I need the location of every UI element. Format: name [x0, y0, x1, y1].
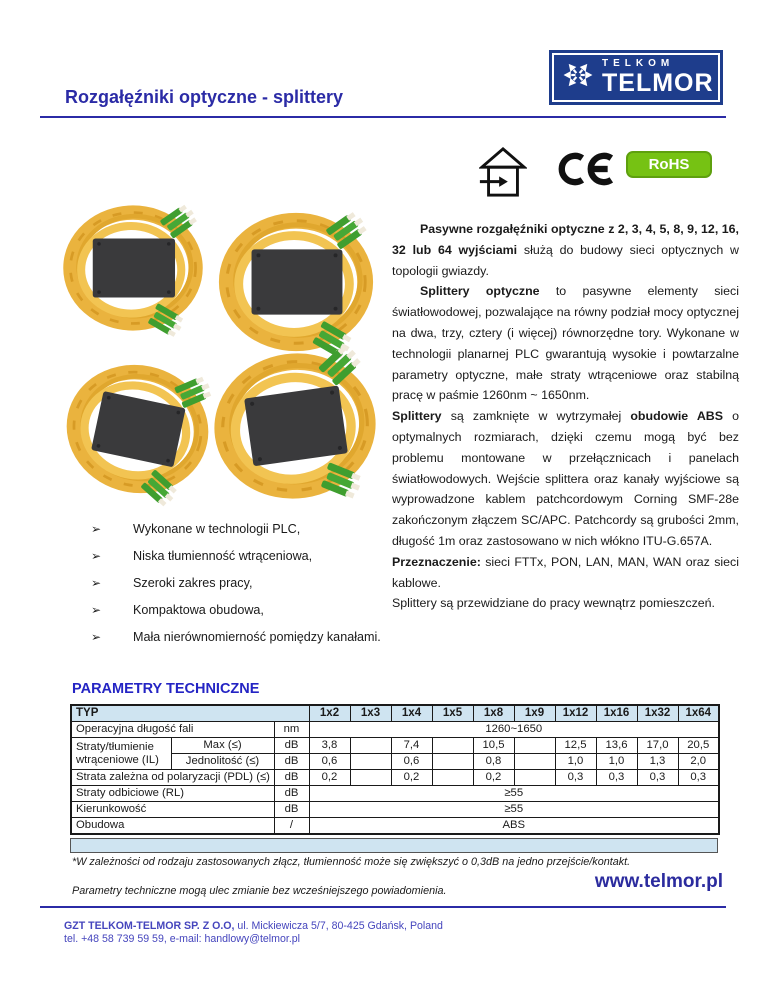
table-footer-strip	[70, 838, 718, 853]
arrow-bullet-icon: ➢	[91, 576, 102, 590]
telkom-telmor-logo	[549, 50, 723, 105]
row-label: Straty odbiciowe (RL)	[71, 786, 274, 802]
indoor-use-house-icon	[479, 146, 527, 203]
logo-telkom-label: TELKOM	[602, 58, 675, 69]
row-unit: dB	[274, 786, 309, 802]
cell-value: 20,5	[678, 738, 719, 754]
intro-p4-bold: Przeznaczenie:	[392, 554, 481, 569]
feature-label: Szeroki zakres pracy,	[133, 576, 253, 590]
footnote-disclaimer: Parametry techniczne mogą ulec zmianie bez wcześniejszego powiadomienia.	[72, 885, 447, 897]
cell-value: 0,6	[391, 754, 432, 770]
arrow-bullet-icon: ➢	[91, 549, 102, 563]
table-row-wavelength	[71, 722, 719, 738]
cell-value: ABS	[309, 818, 719, 835]
feature-list	[91, 522, 391, 657]
ce-mark-icon	[556, 151, 614, 192]
intro-paragraph-5: Splittery są przewidziane do pracy wewnątrz pomieszczeń.	[392, 596, 715, 611]
column-header: 1x4	[391, 705, 432, 722]
cell-value: 1,3	[637, 754, 678, 770]
intro-p1-rest: służą do budowy sieci optycznych w topologii gwiazdy.	[392, 242, 739, 278]
row-sublabel: Max (≤)	[171, 738, 274, 754]
product-photo-splitter-1x4	[57, 192, 209, 344]
cell-value	[432, 770, 473, 786]
footer-company-name: GZT TELKOM-TELMOR SP. Z O.O,	[64, 920, 235, 932]
list-item	[91, 522, 391, 549]
cell-value: 0,2	[309, 770, 350, 786]
product-photo-splitter-1x16	[60, 350, 215, 508]
cell-value: 0,3	[678, 770, 719, 786]
row-unit: dB	[274, 770, 309, 786]
feature-label: Mała nierównomierność pomiędzy kanałami.	[133, 630, 381, 644]
column-header: 1x2	[309, 705, 350, 722]
row-label: Straty/tłumienie wtrąceniowe (IL)	[71, 738, 171, 770]
product-photo-splitter-1x32	[206, 338, 384, 514]
list-item	[91, 603, 391, 630]
intro-p3-mid: są zamknięte w wytrzymałej	[441, 409, 631, 424]
cell-value: ≥55	[309, 786, 719, 802]
row-label: Strata zależna od polaryzacji (PDL) (≤)	[71, 770, 274, 786]
cell-value: 0,3	[555, 770, 596, 786]
intro-p3-bold2: obudowie ABS	[630, 409, 723, 424]
intro-p3-rest: o optymalnych rozmiarach, dzięki czemu mogą być bez problemu montowane w przełącznicach i panelach światłowodowych. Wejście splittera oraz kanały wyjściowe są wyprowadzone kablem patchcordowym Corning SMF-28e zakończonym złączem SC/APC. Patchcordy są grubości 2mm, długość 1m oraz zastosowano w nich włókno ITU-G.657A.	[392, 409, 740, 548]
column-header: 1x16	[596, 705, 637, 722]
cell-value: 1,0	[596, 754, 637, 770]
header-divider	[40, 116, 726, 118]
intro-p1-bold: Pasywne rozgałęźniki optyczne z 2, 3, 4, 5, 8, 9, 12, 16, 32 lub 64 wyjściami	[392, 222, 739, 257]
cell-value: 1,0	[555, 754, 596, 770]
cell-value	[432, 754, 473, 770]
table-row-il-max	[71, 738, 719, 754]
list-item	[91, 630, 391, 657]
parameters-table	[70, 704, 720, 835]
column-header: TYP	[71, 705, 309, 722]
table-row-rl	[71, 786, 719, 802]
feature-label: Wykonane w technologii PLC,	[133, 522, 301, 536]
logo-telmor-label: TELMOR	[602, 69, 714, 97]
cell-value: 10,5	[473, 738, 514, 754]
intro-paragraph-3	[392, 406, 739, 552]
intro-p2-bold: Splittery optyczne	[420, 284, 540, 299]
list-item	[91, 576, 391, 603]
table-row-housing	[71, 818, 719, 835]
list-item	[91, 549, 391, 576]
footer-contact-block	[64, 920, 443, 946]
row-label: Kierunkowość	[71, 802, 274, 818]
cell-value	[514, 738, 555, 754]
table-row-pdl	[71, 770, 719, 786]
feature-label: Kompaktowa obudowa,	[133, 603, 264, 617]
intro-paragraph-4	[392, 552, 739, 594]
footer-contact-line: tel. +48 58 739 59 59, e-mail: handlowy@telmor.pl	[64, 933, 301, 945]
table-header-row	[71, 705, 719, 722]
footer-address: ul. Mickiewicza 5/7, 80-425 Gdańsk, Poland	[234, 920, 443, 932]
section-title-parameters: PARAMETRY TECHNICZNE	[72, 681, 260, 697]
page-title: Rozgałęźniki optyczne - splittery	[65, 87, 344, 107]
column-header: 1x3	[350, 705, 391, 722]
logo-frame	[552, 53, 720, 102]
row-unit: dB	[274, 802, 309, 818]
arrow-bullet-icon: ➢	[91, 603, 102, 617]
cell-value: 1260~1650	[309, 722, 719, 738]
table-row-directivity	[71, 802, 719, 818]
column-header: 1x64	[678, 705, 719, 722]
intro-paragraph-2	[392, 281, 739, 406]
rohs-label: RoHS	[648, 156, 690, 173]
column-header: 1x5	[432, 705, 473, 722]
column-header: 1x12	[555, 705, 596, 722]
feature-label: Niska tłumienność wtrąceniowa,	[133, 549, 313, 563]
arrows-star-icon	[561, 58, 595, 97]
intro-p2-rest: to pasywne elementy sieci światłowodowej, pozwalające na równy podział mocy optycznej na dwa, trzy, cztery (i więcej) równorzędne tory. Wykonane w technologii planarnej PLC gwarantują wysokie i powtarzalne parametry optyczne, małe straty wtrąceniowe oraz stabilną pracę w paśmie 1260nm ~ 1650nm.	[392, 284, 739, 403]
cell-value: 2,0	[678, 754, 719, 770]
footer-address-line	[64, 920, 443, 933]
cell-value: 0,8	[473, 754, 514, 770]
logo-wordmark	[602, 59, 714, 96]
cell-value	[350, 738, 391, 754]
column-header: 1x32	[637, 705, 678, 722]
cell-value: 3,8	[309, 738, 350, 754]
website-link[interactable]: www.telmor.pl	[594, 871, 723, 892]
row-label: Obudowa	[71, 818, 274, 835]
row-unit: dB	[274, 738, 309, 754]
cell-value	[514, 770, 555, 786]
cell-value: 0,2	[473, 770, 514, 786]
cell-value: 0,2	[391, 770, 432, 786]
arrow-bullet-icon: ➢	[91, 522, 102, 536]
cell-value	[514, 754, 555, 770]
cell-value: 7,4	[391, 738, 432, 754]
footer-divider	[40, 906, 726, 908]
cell-value	[350, 770, 391, 786]
cell-value: 13,6	[596, 738, 637, 754]
column-header: 1x9	[514, 705, 555, 722]
cell-value: ≥55	[309, 802, 719, 818]
cell-value	[350, 754, 391, 770]
row-sublabel: Jednolitość (≤)	[171, 754, 274, 770]
row-unit: /	[274, 818, 309, 835]
row-unit: dB	[274, 754, 309, 770]
intro-p3-bold1: Splittery	[392, 409, 442, 424]
cell-value: 0,3	[596, 770, 637, 786]
intro-text-column	[392, 219, 739, 614]
row-unit: nm	[274, 722, 309, 738]
cell-value: 0,3	[637, 770, 678, 786]
intro-paragraph-1	[392, 219, 739, 281]
cell-value: 12,5	[555, 738, 596, 754]
cell-value: 17,0	[637, 738, 678, 754]
cell-value	[432, 738, 473, 754]
column-header: 1x8	[473, 705, 514, 722]
footnote-connectors: *W zależności od rodzaju zastosowanych złącz, tłumienność może się zwiększyć o 0,3dB na jedno przejście/kontakt.	[72, 856, 631, 868]
cell-value: 0,6	[309, 754, 350, 770]
rohs-badge	[626, 151, 712, 178]
row-label: Operacyjna długość fali	[71, 722, 274, 738]
arrow-bullet-icon: ➢	[91, 630, 102, 644]
intro-p4-rest: sieci FTTx, PON, LAN, MAN, WAN oraz sieci kablowe.	[392, 554, 739, 590]
